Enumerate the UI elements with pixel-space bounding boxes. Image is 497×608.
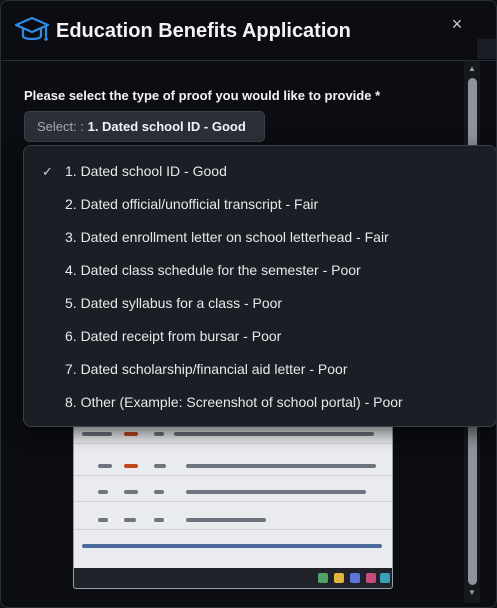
- dropdown-option[interactable]: [24, 221, 496, 254]
- option-label: 2. Dated official/unofficial transcript - Fair: [65, 196, 319, 212]
- taskbar-app-icon: [334, 573, 344, 583]
- option-label: 6. Dated receipt from bursar - Poor: [65, 328, 282, 344]
- option-label: 3. Dated enrollment letter on school letterhead - Fair: [65, 229, 389, 245]
- taskbar-app-icon: [366, 573, 376, 583]
- taskbar-app-icon: [318, 573, 328, 583]
- preview-row: [74, 456, 393, 476]
- scroll-up-arrow-icon[interactable]: ▲: [468, 64, 476, 73]
- option-label: 7. Dated scholarship/financial aid letter - Poor: [65, 361, 348, 377]
- modal-header: [1, 1, 497, 61]
- checkmark-icon: ✓: [42, 164, 53, 179]
- proof-type-prompt: Please select the type of proof you would like to provide *: [24, 88, 381, 103]
- option-label: 4. Dated class schedule for the semester - Poor: [65, 262, 361, 278]
- dropdown-option[interactable]: [24, 320, 496, 353]
- uploaded-screenshot-preview: [73, 411, 393, 589]
- preview-row: [74, 482, 393, 502]
- dropdown-option[interactable]: [24, 287, 496, 320]
- preview-row: [74, 424, 393, 444]
- option-label: 1. Dated school ID - Good: [65, 163, 227, 179]
- proof-type-select[interactable]: [24, 111, 265, 142]
- select-prefix: Select: :: [37, 119, 84, 134]
- dropdown-option[interactable]: [24, 353, 496, 386]
- dropdown-option[interactable]: [24, 254, 496, 287]
- preview-row: [74, 536, 393, 556]
- dropdown-option[interactable]: [24, 386, 496, 419]
- proof-type-dropdown: [23, 145, 497, 427]
- taskbar-app-icon: [350, 573, 360, 583]
- preview-row: [74, 510, 393, 530]
- modal-title: Education Benefits Application: [56, 20, 351, 42]
- background-edge: [477, 39, 497, 59]
- select-value: 1. Dated school ID - Good: [87, 119, 246, 134]
- taskbar-app-icon: [380, 573, 390, 583]
- dropdown-option[interactable]: [24, 155, 496, 188]
- preview-taskbar: [74, 568, 393, 589]
- scroll-down-arrow-icon[interactable]: ▼: [468, 588, 476, 597]
- dropdown-option[interactable]: [24, 188, 496, 221]
- close-icon[interactable]: ×: [451, 14, 463, 34]
- graduation-cap-icon: [15, 15, 49, 47]
- option-label: 5. Dated syllabus for a class - Poor: [65, 295, 283, 311]
- option-label: 8. Other (Example: Screenshot of school portal) - Poor: [65, 394, 403, 410]
